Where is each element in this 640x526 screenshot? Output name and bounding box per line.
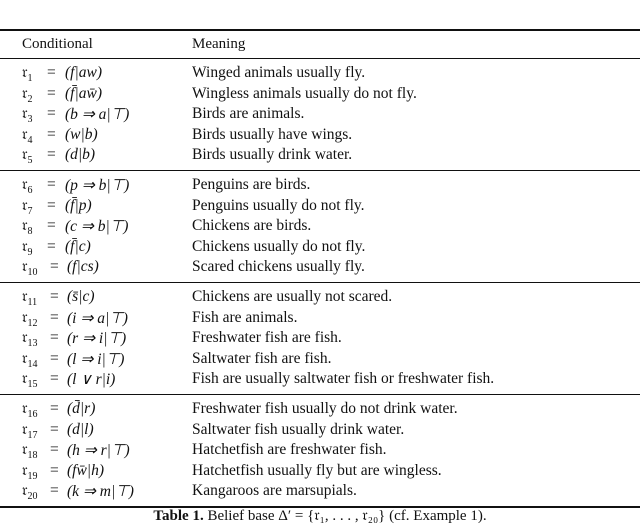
conditional-symbol: 𝔯 [22,126,28,143]
conditional-index: 3 [27,114,33,126]
conditional-label [22,258,38,278]
table-row [0,482,640,502]
table-row [0,217,640,237]
conditional-formula: (p ⇒ b|⊤) [65,177,130,194]
equals-sign: = [50,421,59,438]
equals-sign: = [50,400,59,417]
conditional-label [22,85,33,105]
conditional-symbol: 𝔯 [22,482,28,499]
conditional-formula: (d̄|r) [67,400,96,417]
conditional-meaning: Scared chickens usually fly. [192,258,365,275]
group-rule [0,170,640,171]
conditional-label [22,217,33,237]
conditional-label [22,482,38,502]
conditional-formula: (fw̄|h) [67,462,104,479]
conditional-symbol: 𝔯 [22,64,28,81]
conditional-label [22,146,33,166]
conditional-formula: (c ⇒ b|⊤) [65,218,129,235]
group-rule [0,282,640,283]
conditional-meaning: Freshwater fish are fish. [192,329,342,346]
table-row [0,176,640,196]
equals-sign: = [50,329,59,346]
conditional-index: 17 [27,430,38,442]
conditional-symbol: 𝔯 [22,238,28,255]
conditional-label [22,441,38,461]
table-row [0,400,640,420]
table-row [0,441,640,461]
conditional-formula: (w|b) [65,126,98,143]
equals-sign: = [47,126,56,143]
conditional-symbol: 𝔯 [22,217,28,234]
table-row [0,64,640,84]
conditional-formula: (l ⇒ i|⊤) [67,351,125,368]
conditional-label [22,64,33,84]
conditional-label [22,197,33,217]
table-row [0,329,640,349]
equals-sign: = [50,350,59,367]
group-rule [0,394,640,395]
conditional-symbol: 𝔯 [22,350,28,367]
conditional-meaning: Kangaroos are marsupials. [192,482,357,499]
equals-sign: = [47,197,56,214]
equals-sign: = [47,105,56,122]
conditional-label [22,370,38,390]
conditional-formula: (f̄|aw̄) [65,85,102,102]
conditional-index: 8 [27,226,33,238]
equals-sign: = [50,370,59,387]
equals-sign: = [47,217,56,234]
table-row [0,238,640,258]
table-row [0,421,640,441]
equals-sign: = [50,288,59,305]
header-meaning: Meaning [192,36,246,52]
conditional-index: 12 [27,318,38,330]
conditional-meaning: Chickens are usually not scared. [192,288,393,305]
table-row [0,197,640,217]
conditional-symbol: 𝔯 [22,462,28,479]
conditional-meaning: Winged animals usually fly. [192,64,366,81]
conditional-symbol: 𝔯 [22,329,28,346]
conditional-formula: (h ⇒ r|⊤) [67,442,130,459]
conditional-meaning: Wingless animals usually do not fly. [192,85,417,102]
conditional-meaning: Fish are animals. [192,309,298,326]
conditional-label [22,400,38,420]
conditional-formula: (f̄|p) [65,197,92,214]
conditional-formula: (i ⇒ a|⊤) [67,310,128,327]
conditional-index: 1 [27,73,33,85]
conditional-index: 13 [27,338,38,350]
conditional-label [22,309,38,329]
conditional-formula: (f|cs) [67,258,99,275]
conditional-label [22,126,33,146]
conditional-meaning: Hatchetfish usually fly but are wingless. [192,462,442,479]
conditional-index: 6 [27,185,33,197]
conditional-label [22,462,38,482]
conditional-index: 9 [27,247,33,259]
header-rule [0,58,640,59]
conditional-formula: (d|l) [67,421,94,438]
conditional-label [22,329,38,349]
conditional-symbol: 𝔯 [22,421,28,438]
conditional-symbol: 𝔯 [22,441,28,458]
table-caption [0,507,640,525]
equals-sign: = [47,238,56,255]
conditional-meaning: Chickens usually do not fly. [192,238,366,255]
conditional-meaning: Penguins are birds. [192,176,311,193]
conditional-symbol: 𝔯 [22,105,28,122]
conditional-label [22,421,38,441]
equals-sign: = [50,441,59,458]
conditional-meaning: Hatchetfish are freshwater fish. [192,441,387,458]
conditional-meaning: Birds are animals. [192,105,305,122]
conditional-symbol: 𝔯 [22,176,28,193]
conditional-label [22,176,33,196]
conditional-symbol: 𝔯 [22,146,28,163]
equals-sign: = [47,85,56,102]
equals-sign: = [50,482,59,499]
conditional-formula: (f|aw) [65,64,102,81]
conditional-symbol: 𝔯 [22,85,28,102]
table-row [0,258,640,278]
conditional-formula: (b ⇒ a|⊤) [65,106,130,123]
conditional-meaning: Saltwater fish usually drink water. [192,421,405,438]
conditional-symbol: 𝔯 [22,288,28,305]
conditional-formula: (d|b) [65,146,96,163]
conditional-index: 10 [27,267,38,279]
equals-sign: = [47,176,56,193]
table-row [0,126,640,146]
conditional-index: 7 [27,206,33,218]
table-row [0,85,640,105]
conditional-symbol: 𝔯 [22,400,28,417]
conditional-symbol: 𝔯 [22,370,28,387]
conditional-formula: (l ∨ r|i) [67,371,116,388]
conditional-symbol: 𝔯 [22,309,28,326]
header-conditional: Conditional [22,36,93,52]
conditional-index: 18 [27,450,38,462]
conditional-formula: (k ⇒ m|⊤) [67,483,134,500]
equals-sign: = [50,462,59,479]
conditional-index: 20 [27,491,38,503]
equals-sign: = [47,64,56,81]
conditional-meaning: Penguins usually do not fly. [192,197,365,214]
conditional-meaning: Saltwater fish are fish. [192,350,332,367]
conditional-index: 2 [27,94,33,106]
table-row [0,350,640,370]
caption-label: Table 1. [153,508,204,524]
conditional-symbol: 𝔯 [22,258,28,275]
conditional-meaning: Freshwater fish usually do not drink water. [192,400,458,417]
top-rule [0,29,640,31]
conditional-meaning: Fish are usually saltwater fish or freshwater fish. [192,370,495,387]
conditional-label [22,288,37,308]
conditional-meaning: Birds usually drink water. [192,146,353,163]
conditional-symbol: 𝔯 [22,197,28,214]
conditional-meaning: Chickens are birds. [192,217,312,234]
conditional-index: 11 [27,297,38,309]
table-row [0,462,640,482]
conditional-index: 19 [27,471,38,483]
conditional-index: 15 [27,379,38,391]
conditional-label [22,105,33,125]
conditional-label [22,238,33,258]
conditional-index: 4 [27,135,33,147]
equals-sign: = [50,309,59,326]
table-row [0,288,640,308]
conditional-index: 16 [27,409,38,421]
table-row [0,105,640,125]
caption-text: Belief base Δ′ = {𝔯₁, . . . , 𝔯₂₀} (cf. Example 1). [207,508,487,524]
table-row [0,309,640,329]
conditional-index: 5 [27,155,33,167]
conditional-formula: (f̄|c) [65,238,91,255]
table-row [0,146,640,166]
conditional-formula: (r ⇒ i|⊤) [67,330,127,347]
equals-sign: = [47,146,56,163]
equals-sign: = [50,258,59,275]
conditional-meaning: Birds usually have wings. [192,126,353,143]
conditional-label [22,350,38,370]
conditional-formula: (s̄|c) [67,288,95,305]
conditional-index: 14 [27,359,38,371]
table-row [0,370,640,390]
